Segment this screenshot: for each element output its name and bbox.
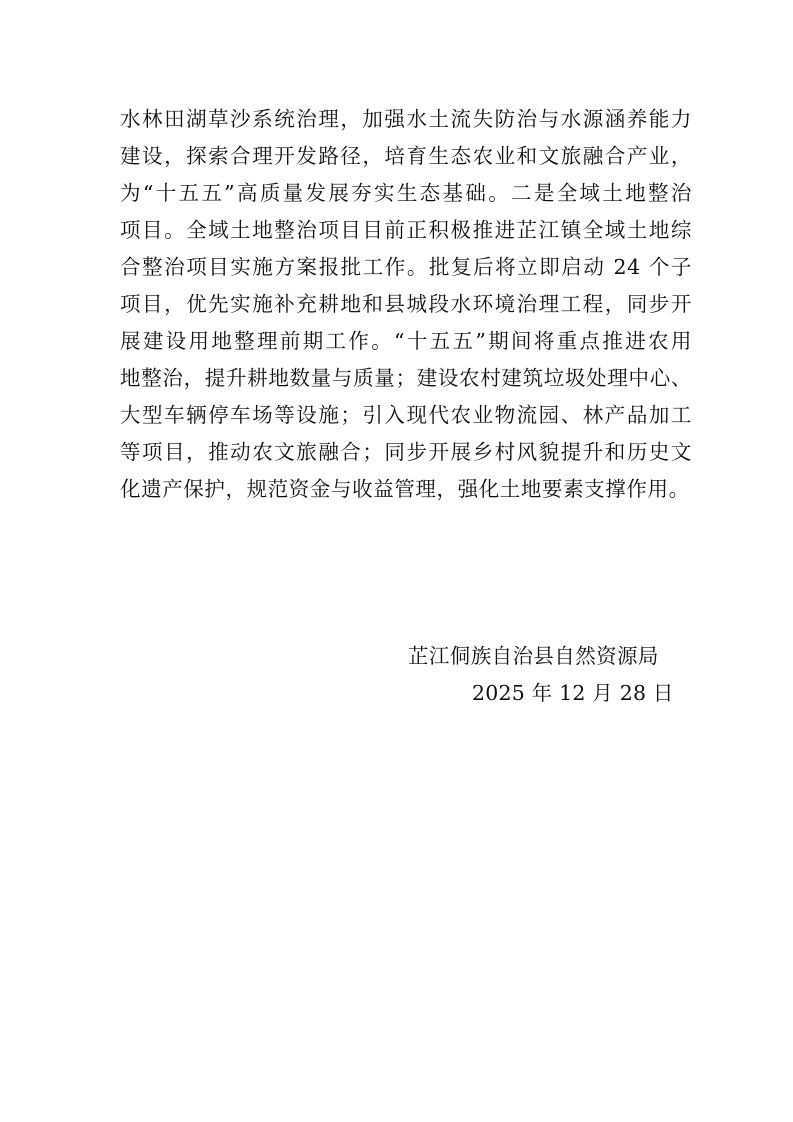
body-line: 为“十五五”高质量发展夯实生态基础。二是全域土地整治 [120,181,692,205]
body-line: 水林田湖草沙系统治理，加强水土流失防治与水源涵养能力 [120,107,692,131]
body-line: 合整治项目实施方案报批工作。批复后将立即启动 24 个子 [120,255,692,279]
body-line: 大型车辆停车场等设施；引入现代农业物流园、林产品加工 [120,403,692,427]
body-line: 展建设用地整理前期工作。“十五五”期间将重点推进农用 [120,329,692,353]
body-line: 项目，优先实施补充耕地和县城段水环境治理工程，同步开 [120,292,692,316]
body-line: 化遗产保护，规范资金与收益管理，强化土地要素支撑作用。 [120,477,690,501]
body-line: 等项目，推动农文旅融合；同步开展乡村风貌提升和历史文 [120,440,692,464]
body-line: 项目。全域土地整治项目目前正积极推进芷江镇全域土地综 [120,218,692,242]
issue-date: 2025 年 12 月 28 日 [472,681,674,705]
signature-block [402,638,702,712]
body-line: 地整治，提升耕地数量与质量；建设农村建筑垃圾处理中心、 [120,366,692,390]
body-paragraph [120,101,692,508]
body-line: 建设，探索合理开发路径，培育生态农业和文旅融合产业， [120,144,692,168]
issuing-organization: 芷江侗族自治县自然资源局 [408,644,659,668]
